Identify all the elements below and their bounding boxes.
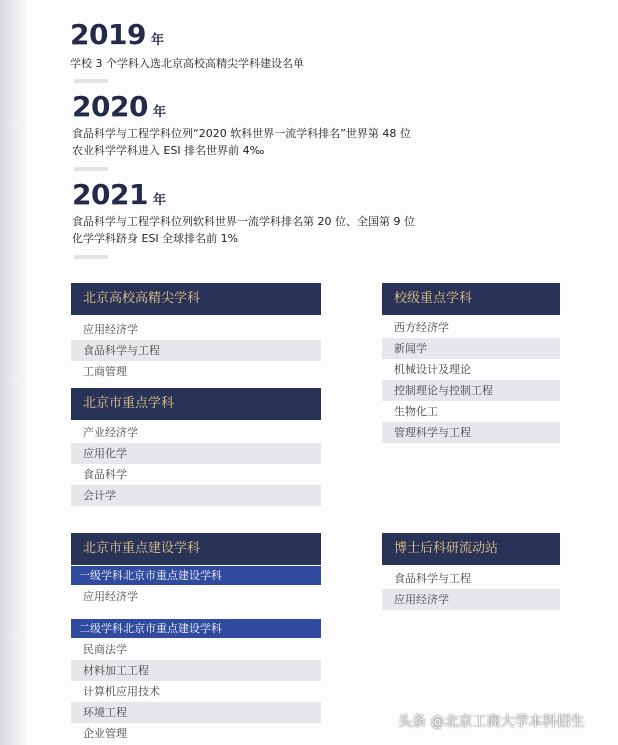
timeline-text: 农业科学学科进入 ESI 排名世界前 4‰ xyxy=(72,144,265,157)
list-item: 应用经济学 xyxy=(382,589,560,610)
list-item: 生物化工 xyxy=(394,405,438,418)
list-item: 应用经济学 xyxy=(83,323,138,336)
year-heading: 2019 xyxy=(70,18,146,51)
year-unit: 年 xyxy=(152,105,166,120)
timeline-text: 食品科学与工程学科位列“2020 软科世界一流学科排名”世界第 48 位 xyxy=(72,127,411,140)
watermark: 头条 @北京工商大学本科招生 xyxy=(398,714,585,730)
list-item: 民商法学 xyxy=(83,643,127,656)
sub-header-level2: 二级学科北京市重点建设学科 xyxy=(71,619,321,638)
panel-title: 北京市重点建设学科 xyxy=(71,533,321,565)
panel-beijing-zhongdian xyxy=(71,388,321,506)
list-item: 控制理论与控制工程 xyxy=(382,380,560,401)
list-item: 食品科学与工程 xyxy=(394,572,471,585)
list-item: 管理科学与工程 xyxy=(382,422,560,443)
panel-gaojingjian xyxy=(71,283,321,382)
list-item: 会计学 xyxy=(71,485,321,506)
panel-beijing-jianshe xyxy=(71,533,321,744)
panel-title: 校级重点学科 xyxy=(382,283,560,315)
list-item: 机械设计及理论 xyxy=(394,363,471,376)
year-unit: 年 xyxy=(150,33,164,48)
list-item: 计算机应用技术 xyxy=(83,685,160,698)
panel-xiaoji xyxy=(382,283,560,443)
timeline-text: 学校 3 个学科入选北京高校高精尖学科建设名单 xyxy=(70,57,304,70)
timeline-divider xyxy=(74,79,108,83)
timeline-divider xyxy=(74,255,108,259)
list-item: 食品科学 xyxy=(83,468,127,481)
list-item: 材料加工工程 xyxy=(71,660,321,681)
sub-header-level1: 一级学科北京市重点建设学科 xyxy=(71,566,321,585)
panel-title: 博士后科研流动站 xyxy=(382,533,560,565)
list-item: 应用化学 xyxy=(71,443,321,464)
timeline-2021 xyxy=(72,178,415,247)
year-heading: 2020 xyxy=(72,90,148,123)
list-item: 工商管理 xyxy=(83,365,127,378)
year-heading: 2021 xyxy=(72,178,148,211)
panel-title: 北京高校高精尖学科 xyxy=(71,283,321,315)
timeline-2019 xyxy=(70,18,304,72)
list-item: 新闻学 xyxy=(382,338,560,359)
timeline-text: 食品科学与工程学科位列软科世界一流学科排名第 20 位、全国第 9 位 xyxy=(72,215,415,228)
list-item: 西方经济学 xyxy=(394,321,449,334)
panel-title: 北京市重点学科 xyxy=(71,388,321,420)
page-binding-shadow xyxy=(0,0,26,745)
timeline-2020 xyxy=(72,90,411,159)
list-item: 企业管理 xyxy=(83,727,127,740)
year-unit: 年 xyxy=(152,193,166,208)
list-item: 食品科学与工程 xyxy=(71,340,321,361)
timeline-text: 化学学科跻身 ESI 全球排名前 1% xyxy=(72,232,239,245)
list-item: 环境工程 xyxy=(71,702,321,723)
timeline-divider xyxy=(74,167,108,171)
panel-boshihou xyxy=(382,533,560,610)
list-item: 应用经济学 xyxy=(83,590,138,603)
list-item: 产业经济学 xyxy=(83,426,138,439)
